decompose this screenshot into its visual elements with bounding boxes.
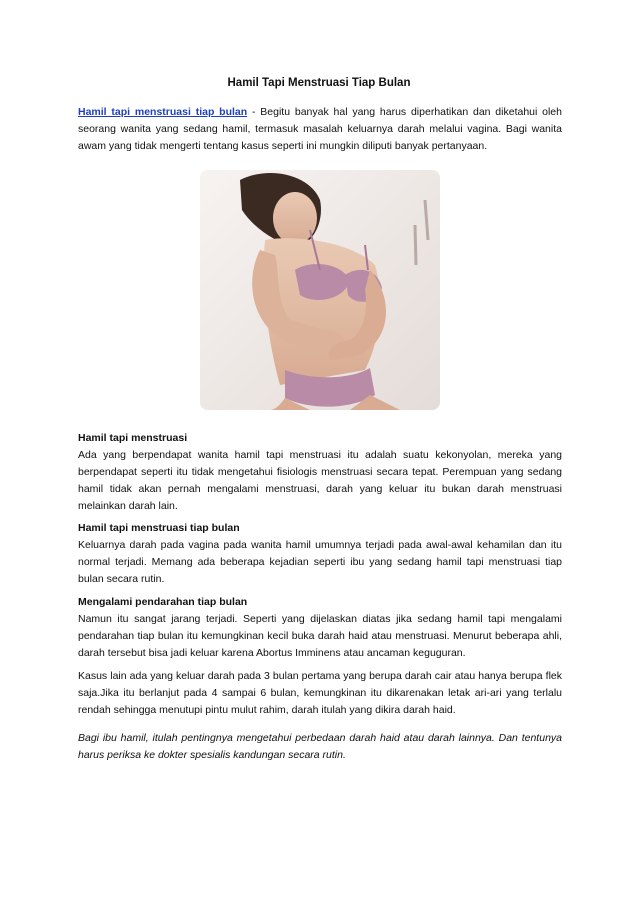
article-photo [200,170,440,410]
section-hamil-tapi-menstruasi [78,430,562,515]
section-heading: Mengalami pendarahan tiap bulan [78,596,248,608]
intro-paragraph [78,104,562,155]
paragraph-body: Kasus lain ada yang keluar darah pada 3 bulan pertama yang berupa darah cair atau hanya berupa flek saja.Jika itu berlanjut pada 4 sampai 6 bulan, kemungkinan itu dikarenakan letak ari-ari yang terlalu rendah sehingga menutupi pintu mulut rahim, darah itulah yang dikira darah haid. [78,670,562,716]
section-heading: Hamil tapi menstruasi [78,432,188,444]
section-body: Namun itu sangat jarang terjadi. Seperti yang dijelaskan diatas jika sedang hamil tapi mengalami pendarahan tiap bulan itu kemungkinan kecil buka darah haid atau menstruasi. Menurut beberapa ahli, darah tersebut bisa jadi keluar karena Abortus Imminens atau ancaman keguguran. [78,613,562,659]
paragraph-kasus-lain [78,668,562,719]
title-link[interactable]: Hamil tapi menstruasi tiap bulan [78,106,248,118]
section-heading: Hamil tapi menstruasi tiap bulan [78,522,240,534]
page-title: Hamil Tapi Menstruasi Tiap Bulan [227,77,411,89]
closing-text: Bagi ibu hamil, itulah pentingnya mengetahui perbedaan darah haid atau darah lainnya. Dan tentunya harus periksa ke dokter spesialis kandungan secara rutin. [78,732,562,761]
paragraph-closing [78,730,562,764]
intro-text: - Begitu banyak hal yang harus diperhatikan dan diketahui oleh seorang wanita yang sedang hamil, termasuk masalah keluarnya darah melalui vagina. Bagi wanita awam yang tidak mengerti tentang kasus seperti ini mungkin diliputi banyak pertanyaan. [78,106,562,152]
section-hamil-tapi-menstruasi-tiap-bulan [78,520,562,588]
section-body: Ada yang berpendapat wanita hamil tapi menstruasi itu adalah suatu kekonyolan, mereka yang berpendapat seperti itu tidak mengetahui fisiologis menstruasi secara tepat. Perempuan yang sedang hamil tidak akan pernah mengalami menstruasi, darah yang keluar itu bukan darah menstruasi melainkan darah lain. [78,449,562,512]
woman-holding-stomach-illustration [200,170,440,410]
section-body: Keluarnya darah pada vagina pada wanita hamil umumnya terjadi pada awal-awal kehamilan dan itu normal terjadi. Memang ada beberapa kejadian seperti ibu yang sedang hamil tapi menstruasi tiap bulan secara rutin. [78,539,562,585]
section-mengalami-pendarahan [78,594,562,662]
